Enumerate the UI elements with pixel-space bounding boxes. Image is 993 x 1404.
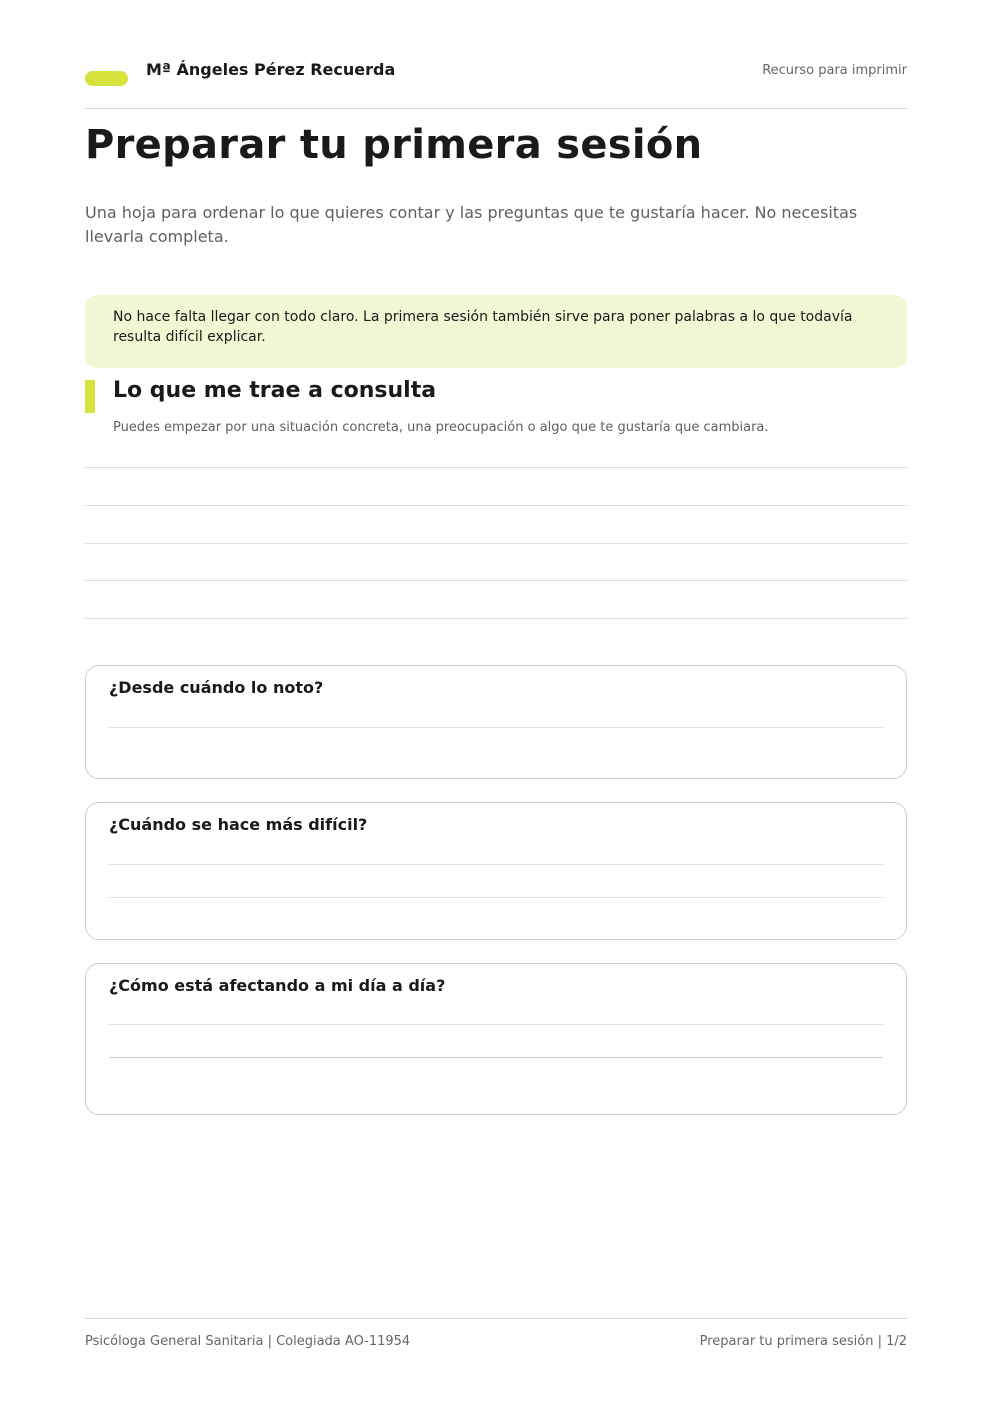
writing-line[interactable]: [85, 467, 907, 468]
writing-line[interactable]: [85, 543, 907, 544]
page-title: Preparar tu primera sesión: [85, 122, 703, 168]
intro-text: Una hoja para ordenar lo que quieres contar y las preguntas que te gustaría hacer. No necesitas llevarla completa.: [85, 203, 858, 246]
printable-worksheet: [85, 0, 907, 1404]
brand-logo: [85, 71, 128, 86]
footer-page-info: Preparar tu primera sesión | 1/2: [699, 1334, 907, 1349]
answer-line[interactable]: [109, 1024, 883, 1025]
question-title: ¿Desde cuándo lo noto?: [109, 678, 324, 697]
brand-name: Mª Ángeles Pérez Recuerda: [146, 60, 396, 79]
question-card: [85, 802, 907, 940]
note-box: [85, 295, 907, 368]
section-hint: Puedes empezar por una situación concreta, una preocupación o algo que te gustaría que cambiara.: [113, 420, 769, 435]
footer-divider: [85, 1318, 907, 1319]
writing-line[interactable]: [85, 580, 907, 581]
section-accent-bar: [85, 380, 95, 413]
note-text: No hace falta llegar con todo claro. La primera sesión también sirve para poner palabras a lo que todavía resulta difícil explicar.: [113, 309, 853, 345]
writing-line[interactable]: [85, 505, 907, 506]
answer-line[interactable]: [109, 897, 883, 898]
footer-credentials: Psicóloga General Sanitaria | Colegiada AO-11954: [85, 1334, 411, 1349]
question-card: [85, 963, 907, 1115]
question-title: ¿Cómo está afectando a mi día a día?: [109, 976, 446, 995]
question-title: ¿Cuándo se hace más difícil?: [109, 815, 368, 834]
answer-line[interactable]: [109, 1057, 883, 1058]
answer-line[interactable]: [109, 864, 883, 865]
answer-line[interactable]: [109, 727, 883, 728]
question-card: [85, 665, 907, 779]
page-header: [85, 58, 907, 88]
section-title: Lo que me trae a consulta: [113, 378, 437, 403]
resource-tag: Recurso para imprimir: [762, 63, 907, 78]
writing-line[interactable]: [85, 618, 907, 619]
header-divider: [85, 108, 907, 109]
